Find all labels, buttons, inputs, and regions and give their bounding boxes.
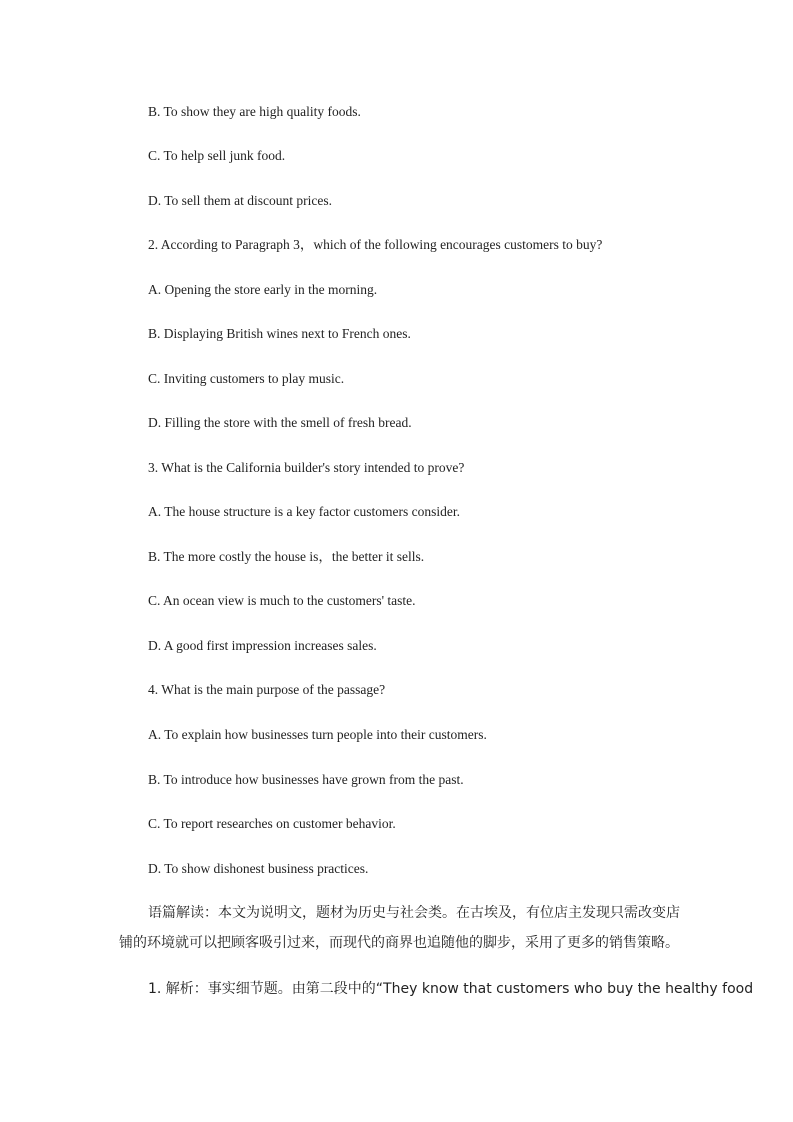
answer-1-explanation: 1. 解析：事实细节题。由第二段中的“They know that customers who buy the healthy food bbox=[148, 981, 754, 997]
option-1c: C. To help sell junk food. bbox=[148, 148, 286, 163]
option-3a: A. The house structure is a key factor customers consider. bbox=[148, 504, 461, 519]
option-1d: D. To sell them at discount prices. bbox=[148, 193, 333, 208]
option-2c: C. Inviting customers to play music. bbox=[148, 371, 345, 386]
question-2: 2. According to Paragraph 3，which of the following encourages customers to buy? bbox=[148, 237, 603, 252]
passage-analysis-line-1: 语篇解读：本文为说明文，题材为历史与社会类。在古埃及，有位店主发现只需改变店 bbox=[148, 905, 680, 921]
option-4c: C. To report researches on customer behavior. bbox=[148, 816, 396, 831]
question-3: 3. What is the California builder's story intended to prove? bbox=[148, 460, 465, 475]
option-4a: A. To explain how businesses turn people into their customers. bbox=[148, 727, 487, 742]
option-4d: D. To show dishonest business practices. bbox=[148, 861, 369, 876]
option-1b: B. To show they are high quality foods. bbox=[148, 104, 361, 119]
option-3c: C. An ocean view is much to the customers' taste. bbox=[148, 593, 416, 608]
option-3d: D. A good first impression increases sales. bbox=[148, 638, 377, 653]
option-2d: D. Filling the store with the smell of fresh bread. bbox=[148, 415, 412, 430]
option-2b: B. Displaying British wines next to French ones. bbox=[148, 326, 411, 341]
option-2a: A. Opening the store early in the morning. bbox=[148, 282, 378, 297]
passage-analysis-line-2: 铺的环境就可以把顾客吸引过来，而现代的商界也追随他的脚步，采用了更多的销售策略。 bbox=[119, 935, 679, 951]
question-4: 4. What is the main purpose of the passage? bbox=[148, 682, 386, 697]
option-4b: B. To introduce how businesses have grown from the past. bbox=[148, 772, 464, 787]
option-3b: B. The more costly the house is，the better it sells. bbox=[148, 549, 425, 564]
